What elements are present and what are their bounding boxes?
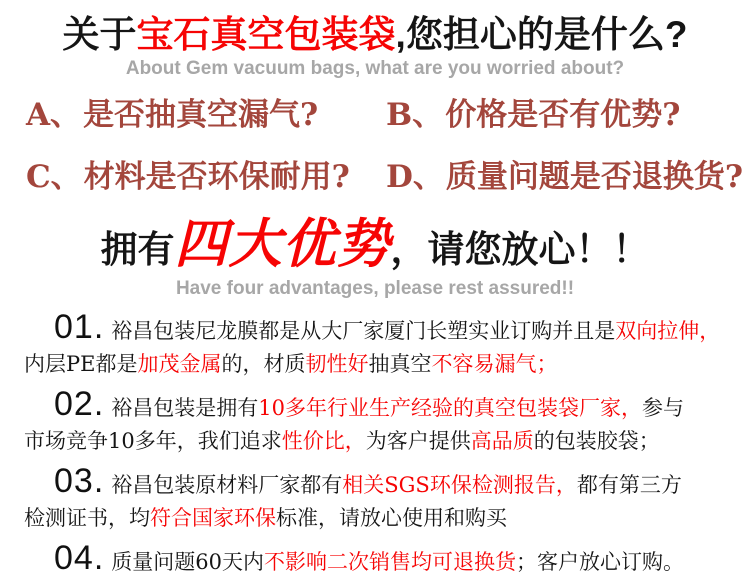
question-label: B、: [386, 97, 444, 133]
banner-segment: 拥有: [100, 229, 175, 270]
question-label: A、: [26, 97, 82, 133]
advantage-line: [24, 462, 740, 502]
advantage-number: 04.: [54, 539, 105, 577]
text-segment: 的，材质: [221, 352, 306, 376]
text-segment: 相关SGS环保检测报告，: [342, 473, 577, 497]
text-segment: 裕昌包装是拥有: [111, 396, 259, 420]
question-label: D、: [386, 159, 444, 195]
text-segment: 双向拉伸，: [615, 319, 721, 343]
advantages-list: [0, 308, 750, 579]
text-segment: 加茂金属: [137, 352, 222, 376]
text-segment: 不容易漏气；: [431, 352, 558, 376]
advantage-number: 02.: [54, 385, 105, 423]
page-title: [0, 13, 750, 57]
advantage-item: [24, 308, 740, 381]
advantage-line: [24, 348, 740, 381]
banner-subtitle-en: Have four advantages, please rest assured!!: [175, 278, 575, 299]
text-segment: 的包装胶袋；: [533, 429, 660, 453]
advantage-number: 01.: [54, 308, 105, 346]
text-segment: ；客户放心订购。: [516, 550, 684, 574]
question-text: 是否抽真空漏气?: [83, 97, 319, 133]
text-segment: 质量问题60天内: [111, 550, 264, 574]
text-segment: 标准，请放心使用和购买: [276, 506, 507, 530]
advantage-line: [24, 385, 740, 425]
advantage-line: [24, 425, 740, 458]
advantage-line: [24, 308, 740, 348]
text-segment: 裕昌包装尼龙膜都是从大厂家厦门长塑实业订购并且是: [111, 319, 616, 343]
question-label: C、: [26, 159, 82, 195]
text-segment: 符合国家环保: [150, 506, 276, 530]
banner-segment: ，请您放心！！: [390, 229, 650, 270]
advantage-item: [24, 462, 740, 535]
text-segment: 韧性好: [305, 352, 369, 376]
title-segment: 宝石真空包装袋: [136, 14, 396, 55]
text-segment: 都有第三方: [576, 473, 682, 497]
question-item: [26, 97, 386, 134]
question-item: [26, 159, 386, 196]
header: [0, 0, 750, 80]
question-text: 价格是否有优势?: [445, 97, 681, 133]
advantage-item: [24, 385, 740, 458]
question-text: 质量问题是否退换货?: [445, 159, 744, 195]
question-text: 材料是否环保耐用?: [83, 159, 350, 195]
banner-segment: 四大优势: [174, 215, 391, 274]
page-subtitle-en: About Gem vacuum bags, what are you worried about?: [125, 58, 625, 79]
text-segment: 内层PE都是: [24, 352, 138, 376]
advantages-banner: [0, 202, 750, 278]
text-segment: 10多年行业生产经验的真空包装袋厂家，: [258, 396, 642, 420]
title-segment: ,您担心的是什么?: [395, 14, 688, 55]
text-segment: 检测证书，均: [24, 506, 150, 530]
text-segment: 为客户提供: [365, 429, 471, 453]
text-segment: 抽真空: [368, 352, 432, 376]
text-segment: 高品质: [470, 429, 534, 453]
text-segment: 市场竞争10多年，我们追求: [24, 429, 282, 453]
title-segment: 关于: [62, 14, 137, 55]
text-segment: 不影响二次销售均可退换货: [264, 550, 516, 574]
advantage-number: 03.: [54, 462, 105, 500]
question-item: [386, 159, 743, 196]
text-segment: 性价比，: [281, 429, 366, 453]
text-segment: 参与: [642, 396, 684, 420]
questions-grid: [0, 97, 750, 196]
question-item: [386, 97, 743, 134]
advantage-item: [24, 539, 740, 579]
advantage-line: [24, 539, 740, 579]
advantage-line: [24, 502, 740, 535]
text-segment: 裕昌包装原材料厂家都有: [111, 473, 343, 497]
